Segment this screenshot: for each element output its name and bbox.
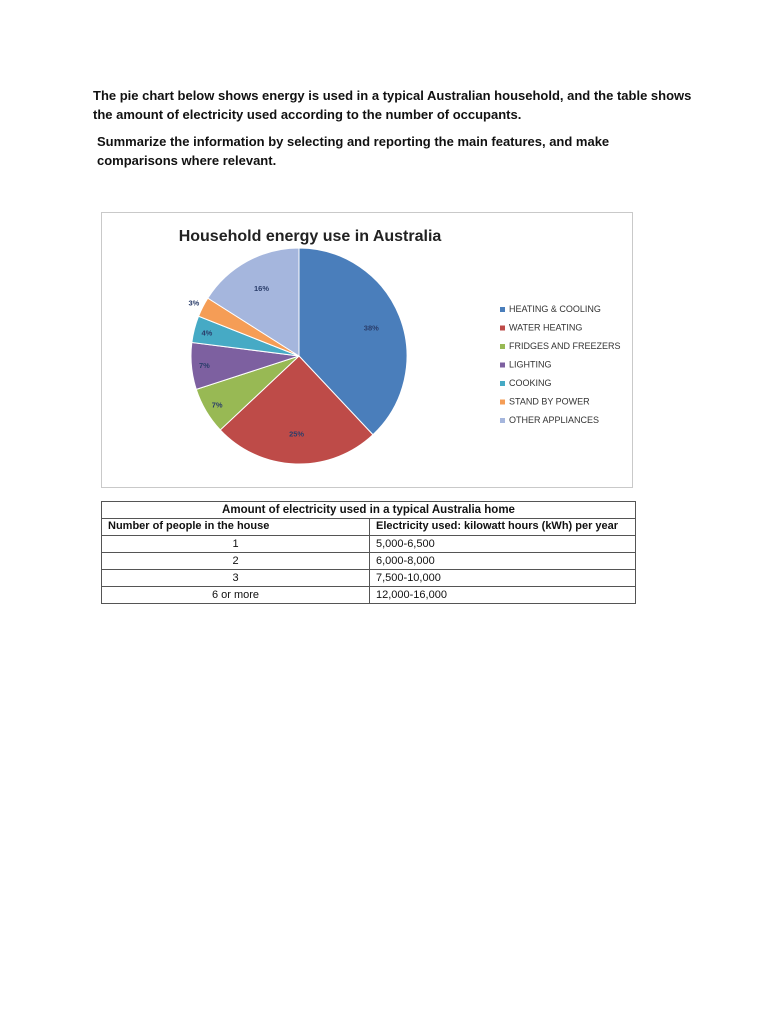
cell-kwh: 12,000-16,000 [370, 587, 636, 604]
legend-swatch [500, 363, 505, 368]
column-header-people: Number of people in the house [102, 519, 370, 536]
slice-value-label: 7% [211, 400, 223, 410]
legend-label: FRIDGES AND FREEZERS [509, 341, 621, 351]
legend-swatch [500, 344, 505, 349]
chart-legend [500, 304, 621, 425]
legend-label: LIGHTING [509, 359, 552, 370]
legend-label: STAND BY POWER [509, 396, 590, 407]
cell-people: 2 [102, 553, 370, 570]
legend-swatch [500, 326, 505, 331]
pie-chart-panel [101, 212, 633, 488]
legend-swatch [500, 307, 505, 312]
task-prompt [93, 86, 693, 178]
prompt-line-1: The pie chart below shows energy is used in a typical Australian household, and the table shows the amount of electricity used according to the number of occupants. [93, 88, 692, 122]
table-row [102, 587, 636, 604]
legend-label: HEATING & COOLING [509, 304, 601, 314]
slice-value-label: 25% [289, 429, 305, 439]
legend-label: COOKING [509, 378, 552, 388]
legend-label: OTHER APPLIANCES [509, 415, 600, 425]
slice-value-label: 3% [188, 298, 200, 308]
table-row [102, 570, 636, 587]
column-header-kwh: Electricity used: kilowatt hours (kWh) per year [370, 519, 636, 536]
prompt-line-2: Summarize the information by selecting and reporting the main features, and make comparisons where relevant. [97, 134, 610, 168]
cell-kwh: 5,000-6,500 [370, 536, 636, 553]
cell-people: 6 or more [102, 587, 370, 604]
cell-kwh: 6,000-8,000 [370, 553, 636, 570]
legend-swatch [500, 418, 505, 423]
cell-people: 3 [102, 570, 370, 587]
slice-value-label: 16% [253, 283, 270, 293]
electricity-table-panel [101, 501, 636, 604]
table-title: Amount of electricity used in a typical Australia home [102, 502, 636, 519]
slice-value-label: 7% [198, 360, 210, 370]
slice-value-label: 4% [201, 328, 213, 338]
pie-chart [102, 213, 632, 487]
cell-kwh: 7,500-10,000 [370, 570, 636, 587]
legend-swatch [500, 381, 505, 386]
legend-label: WATER HEATING [509, 322, 583, 333]
table-row [102, 553, 636, 570]
table-row [102, 536, 636, 553]
legend-swatch [500, 400, 505, 405]
electricity-table [101, 501, 636, 604]
chart-title: Household energy use in Australia [178, 228, 442, 245]
slice-value-label: 38% [363, 323, 379, 333]
cell-people: 1 [102, 536, 370, 553]
